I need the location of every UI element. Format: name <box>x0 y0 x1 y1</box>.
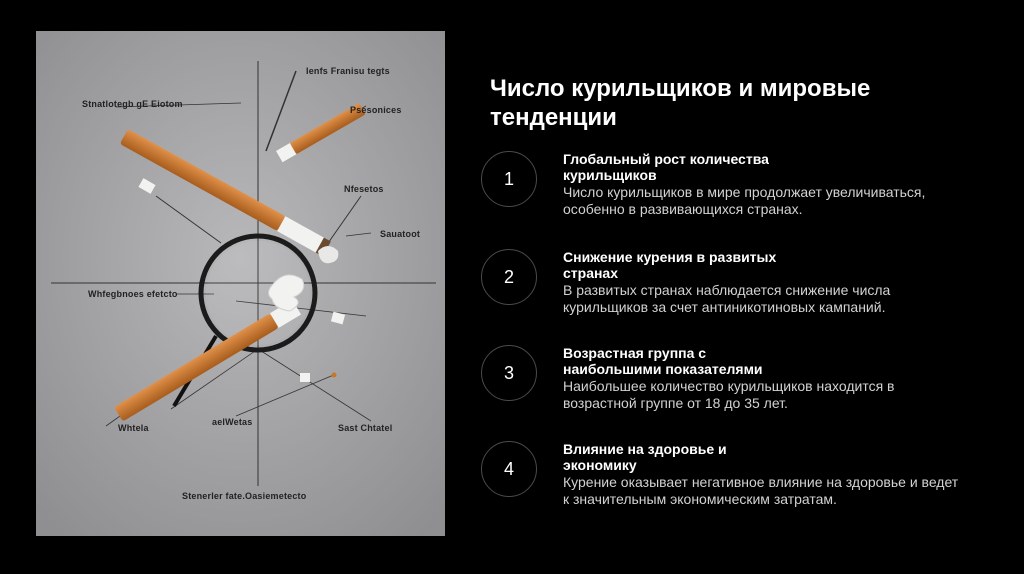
list-item <box>481 249 981 329</box>
annotation-right-1: Psesonices <box>350 105 402 115</box>
annotation-bottom-left: Whtela <box>118 423 149 433</box>
number-badge: 4 <box>481 441 537 497</box>
slide-title: Число курильщиков и мировые тенденции <box>490 75 871 131</box>
item-body: Курение оказывает негативное влияние на здоровье и ведет к значительным экономическим затратам. <box>563 474 959 507</box>
item-body: Наибольшее количество курильщиков находится в возрастной группе от 18 до 35 лет. <box>563 378 895 411</box>
annotation-left-mid: Whfegbnoes efetcto <box>88 289 178 299</box>
annotation-top: Ienfs Franisu tegts <box>306 66 390 76</box>
item-body: В развитых странах наблюдается снижение числа курильщиков за счет антиникотиновых кампаний. <box>563 282 891 315</box>
item-text <box>563 249 963 316</box>
annotation-bottom-mid: aelWetas <box>212 417 253 427</box>
item-text <box>563 441 963 508</box>
item-body: Число курильщиков в мире продолжает увеличиваться, особенно в развивающихся странах. <box>563 184 926 217</box>
item-text <box>563 151 963 218</box>
list-item <box>481 151 981 231</box>
annotation-mid-right: Nfesetos <box>344 184 384 194</box>
list-item <box>481 345 981 425</box>
item-heading: Глобальный рост количества курильщиков <box>563 151 769 183</box>
annotation-footer: Stenerler fate.Oasiemetecto <box>182 491 307 501</box>
number-badge: 1 <box>481 151 537 207</box>
annotation-top-left: Stnatlotegb gE Eiotom <box>82 99 183 109</box>
list-item <box>481 441 981 521</box>
number-badge: 2 <box>481 249 537 305</box>
item-heading: Влияние на здоровье и экономику <box>563 441 727 473</box>
item-text <box>563 345 963 412</box>
item-heading: Возрастная группа с наибольшими показателями <box>563 345 763 377</box>
item-heading: Снижение курения в развитых странах <box>563 249 777 281</box>
number-badge: 3 <box>481 345 537 401</box>
cigarette-illustration <box>36 31 445 536</box>
annotation-right-2: Sauatoot <box>380 229 421 239</box>
annotation-bottom-right: Sast Chtatel <box>338 423 393 433</box>
